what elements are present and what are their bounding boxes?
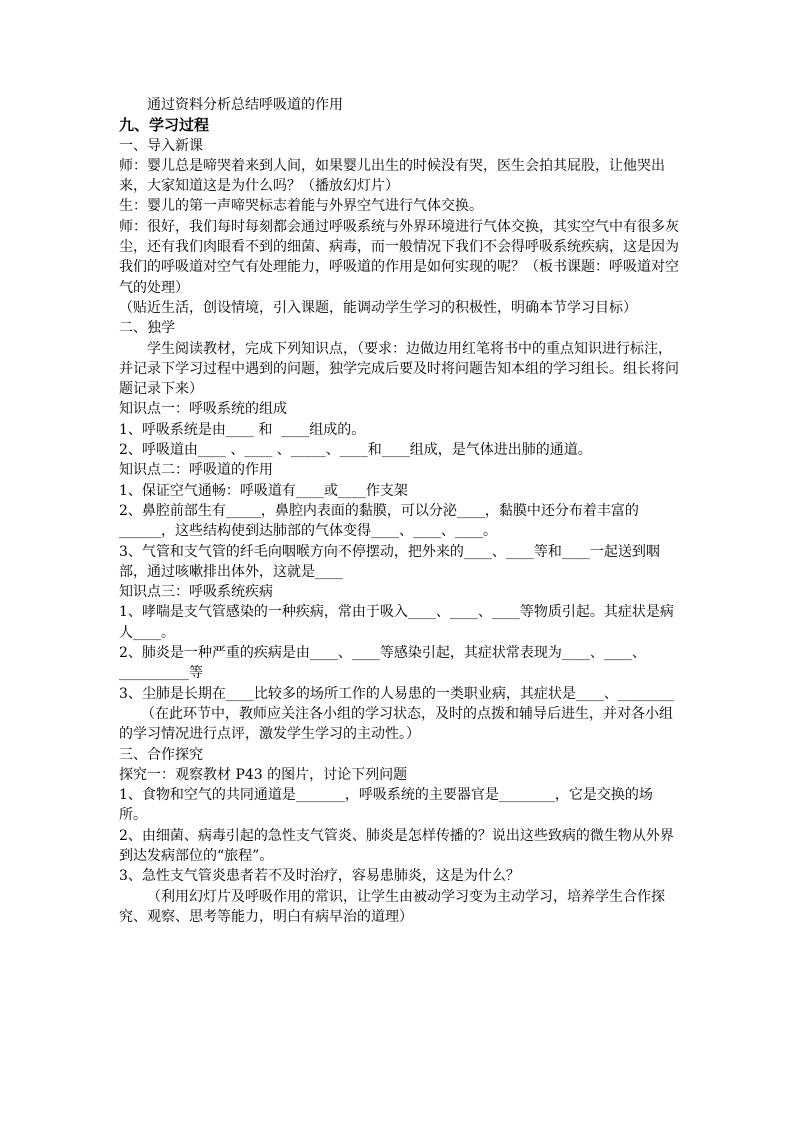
knowledge-point-3-item-1: 1、哮喘是支气管感染的一种疾病，常由于吸入____、____、____等物质引起。其症状是病人____。 <box>119 604 674 641</box>
knowledge-point-1-title: 知识点一：呼吸系统的组成 <box>119 401 287 418</box>
paragraph-note-2: （在此环节中，教师应关注各小组的学习状态，及时的点拨和辅导后进生，并对各小组的学习情况进行点评，激发学生学习的主动性。） <box>119 705 673 743</box>
paragraph-self-study: 学生阅读教材，完成下列知识点，（要求：边做边用红笔将书中的重点知识进行标注，并记录下学习过程中遇到的问题，独学完成后要及时将问题告知本组的学习组长。组长将问题记录下来） <box>119 340 679 398</box>
knowledge-point-2-item-2: 2、鼻腔前部生有_____，鼻腔内表面的黏膜，可以分泌____，黏膜中还分布着丰富的______，这些结构使到达肺部的气体变得____、____、____。 <box>119 502 639 540</box>
inquiry-1-title: 探究一：观察教材 P43 的图片，讨论下列问题 <box>119 766 408 783</box>
knowledge-point-1-item-2: 2、呼吸道由____ 、____ 、_____、____和____组成，是气体进出肺的通道。 <box>119 442 592 459</box>
knowledge-point-2-item-3: 3、气管和支气管的纤毛向咽喉方向不停摆动，把外来的____、____等和____一起送到咽部，通过咳嗽排出体外，这就是____ <box>119 543 660 580</box>
knowledge-point-2-title: 知识点二：呼吸道的作用 <box>119 462 273 479</box>
knowledge-point-3-item-2: 2、肺炎是一种严重的疾病是由____、____等感染引起，其症状常表现为____、____、__________等 <box>119 645 646 682</box>
section-heading-learning-process: 九、学习过程 <box>119 116 210 135</box>
knowledge-point-1-item-1: 1、呼吸系统是由____ 和 ____组成的。 <box>119 421 366 438</box>
paragraph-teacher-2: 师：很好，我们每时每刻都会通过呼吸系统与外界环境进行气体交换，其实空气中有很多灰尘，还有我们肉眼看不到的细菌、病毒，而一般情况下我们不会得呼吸系统疾病，这是因为我们的呼吸道对空气有处理能力，呼吸道的作用是如何实现的呢？（板书课题：呼吸道对空气的处理） <box>119 218 679 296</box>
subheading-intro: 一、导入新课 <box>119 137 203 154</box>
subheading-self-study: 二、独学 <box>119 320 175 337</box>
inquiry-1-question-3: 3、急性支气管炎患者若不及时治疗，容易患肺炎，这是为什么？ <box>119 868 520 885</box>
inquiry-1-question-1: 1、食物和空气的共同通道是_______，呼吸系统的主要器官是________，它是交换的场所。 <box>119 787 653 824</box>
subheading-cooperative: 三、合作探究 <box>119 746 203 763</box>
paragraph-note-3: （利用幻灯片及呼吸作用的常识，让学生由被动学习变为主动学习，培养学生合作探究、观察、思考等能力，明白有病早治的道理） <box>119 888 665 925</box>
knowledge-point-2-item-1: 1、保证空气通畅：呼吸道有____或____作支架 <box>119 482 408 499</box>
line-objective: 通过资料分析总结呼吸道的作用 <box>147 97 343 113</box>
knowledge-point-3-item-3: 3、尘肺是长期在____比较多的场所工作的人易患的一类职业病，其症状是____、________ <box>119 685 674 702</box>
paragraph-note-1: （贴近生活，创设情境，引入课题，能调动学生学习的积极性，明确本节学习目标） <box>119 299 637 316</box>
document-body <box>119 95 679 927</box>
paragraph-teacher-1: 师：婴儿总是啼哭着来到人间，如果婴儿出生的时候没有哭，医生会拍其屁股，让他哭出来，大家知道这是为什么吗？（播放幻灯片） <box>119 157 665 195</box>
knowledge-point-3-title: 知识点三：呼吸系统疾病 <box>119 584 273 601</box>
paragraph-student-1: 生：婴儿的第一声啼哭标志着能与外界空气进行气体交换。 <box>119 198 483 215</box>
inquiry-1-question-2: 2、由细菌、病毒引起的急性支气管炎、肺炎是怎样传播的？说出这些致病的微生物从外界到达发病部位的“旅程”。 <box>119 827 674 864</box>
